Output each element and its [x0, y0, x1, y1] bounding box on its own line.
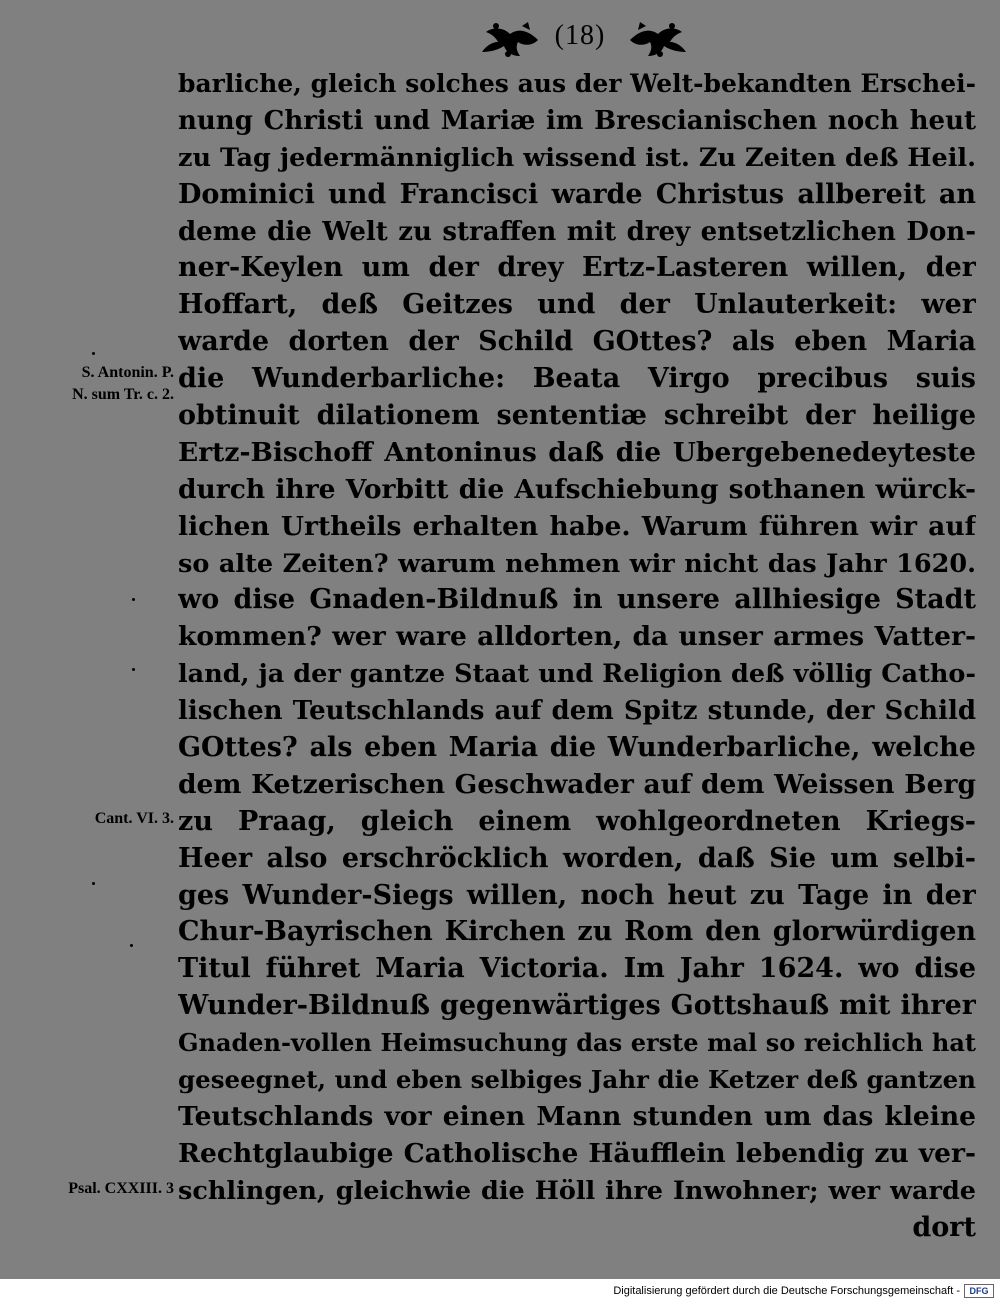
- text-line: lichen Urtheils erhalten habe. Warum führen wir auf: [178, 510, 976, 542]
- margin-note-canticum: Cant. VI. 3.: [94, 810, 174, 827]
- text-line: lischen Teutschlands auf dem Spitz stunde, der Schild: [178, 696, 976, 727]
- text-line: Titul führet Maria Victoria. Im Jahr 1624. wo dise: [178, 953, 976, 985]
- paper-speck: [132, 598, 135, 601]
- text-line: ner-Keylen um der drey Ertz-Lasteren willen, der: [178, 252, 976, 284]
- dfg-logo-icon: DFG: [964, 1284, 994, 1298]
- text-line: GOttes? als eben Maria die Wunderbarliche, welche: [178, 732, 976, 764]
- text-line: Chur-Bayrischen Kirchen zu Rom den glorwürdigen: [178, 916, 976, 948]
- margin-note-psalm: Psal. CXXIII. 3: [68, 1180, 174, 1197]
- text-line: Dominici und Francisci warde Christus allbereit an: [178, 178, 976, 210]
- text-line: die Wunderbarliche: Beata Virgo precibus suis: [178, 363, 976, 395]
- text-line: Ertz-Bischoff Antoninus daß die Ubergebenedeyteste: [178, 436, 976, 468]
- text-line: Wunder-Bildnuß gegenwärtiges Gottshauß mit ihrer: [178, 990, 976, 1022]
- right-floral-ornament-icon: [628, 20, 690, 60]
- text-line: so alte Zeiten? warum nehmen wir nicht das Jahr 1620.: [178, 548, 976, 579]
- catchword: dort: [912, 1211, 976, 1243]
- paper-speck: [132, 668, 135, 671]
- text-line: zu Praag, gleich einem wohlgeordneten Kriegs-: [178, 805, 976, 837]
- margin-note-antoninus-2: N. sum Tr. c. 2.: [72, 386, 174, 403]
- digitization-footer: [0, 1279, 1000, 1305]
- text-line: ges Wunder-Siegs willen, noch heut zu Tage in der: [178, 879, 976, 911]
- page-number: (18): [554, 20, 606, 51]
- text-line: Rechtglaubige Catholische Häufflein lebendig zu ver-: [178, 1137, 976, 1169]
- text-line: barliche, gleich solches aus der Welt-bekandten Erschei-: [178, 69, 976, 98]
- footer-credit-text: Digitalisierung gefördert durch die Deutsche Forschungsgemeinschaft -: [613, 1285, 960, 1297]
- text-line: dem Ketzerischen Geschwader auf dem Weissen Berg: [178, 768, 976, 800]
- text-line: geseegnet, und eben selbiges Jahr die Ketzer deß gantzen: [178, 1065, 976, 1095]
- text-line: Heer also erschröcklich worden, daß Sie um selbi-: [178, 842, 976, 874]
- page-header: [0, 14, 1000, 64]
- left-floral-ornament-icon: [478, 20, 540, 60]
- text-line: Gnaden-vollen Heimsuchung das erste mal so reichlich hat: [178, 1028, 976, 1058]
- text-line: Hoffart, deß Geitzes und der Unlauterkeit: wer: [178, 289, 976, 321]
- paper-speck: [92, 352, 95, 355]
- paper-speck: [130, 944, 133, 947]
- paper-speck: [92, 882, 95, 885]
- main-text: [178, 66, 976, 1247]
- text-line: land, ja der gantze Staat und Religion deß völlig Catho-: [178, 659, 976, 690]
- text-line: Teutschlands vor einen Mann stunden um das kleine: [178, 1100, 976, 1132]
- text-line: deme die Welt zu straffen mit drey entsetzlichen Don-: [178, 216, 976, 247]
- text-line: zu Tag jedermänniglich wissend ist. Zu Zeiten deß Heil.: [178, 142, 976, 173]
- text-line: schlingen, gleichwie die Höll ihre Inwohner; wer warde: [178, 1175, 976, 1206]
- text-line: obtinuit dilationem sententiæ schreibt der heilige: [178, 400, 976, 432]
- margin-note-antoninus-1: S. Antonin. P.: [81, 364, 174, 381]
- text-line: nung Christi und Mariæ im Brescianischen noch heut: [178, 105, 976, 136]
- text-line: warde dorten der Schild GOttes? als eben Maria: [178, 326, 976, 358]
- text-line: wo dise Gnaden-Bildnuß in unsere allhiesige Stadt: [178, 584, 976, 616]
- text-line: kommen? wer ware alldorten, da unser armes Vatter-: [178, 621, 976, 653]
- text-line: durch ihre Vorbitt die Aufschiebung sothanen würck-: [178, 473, 976, 505]
